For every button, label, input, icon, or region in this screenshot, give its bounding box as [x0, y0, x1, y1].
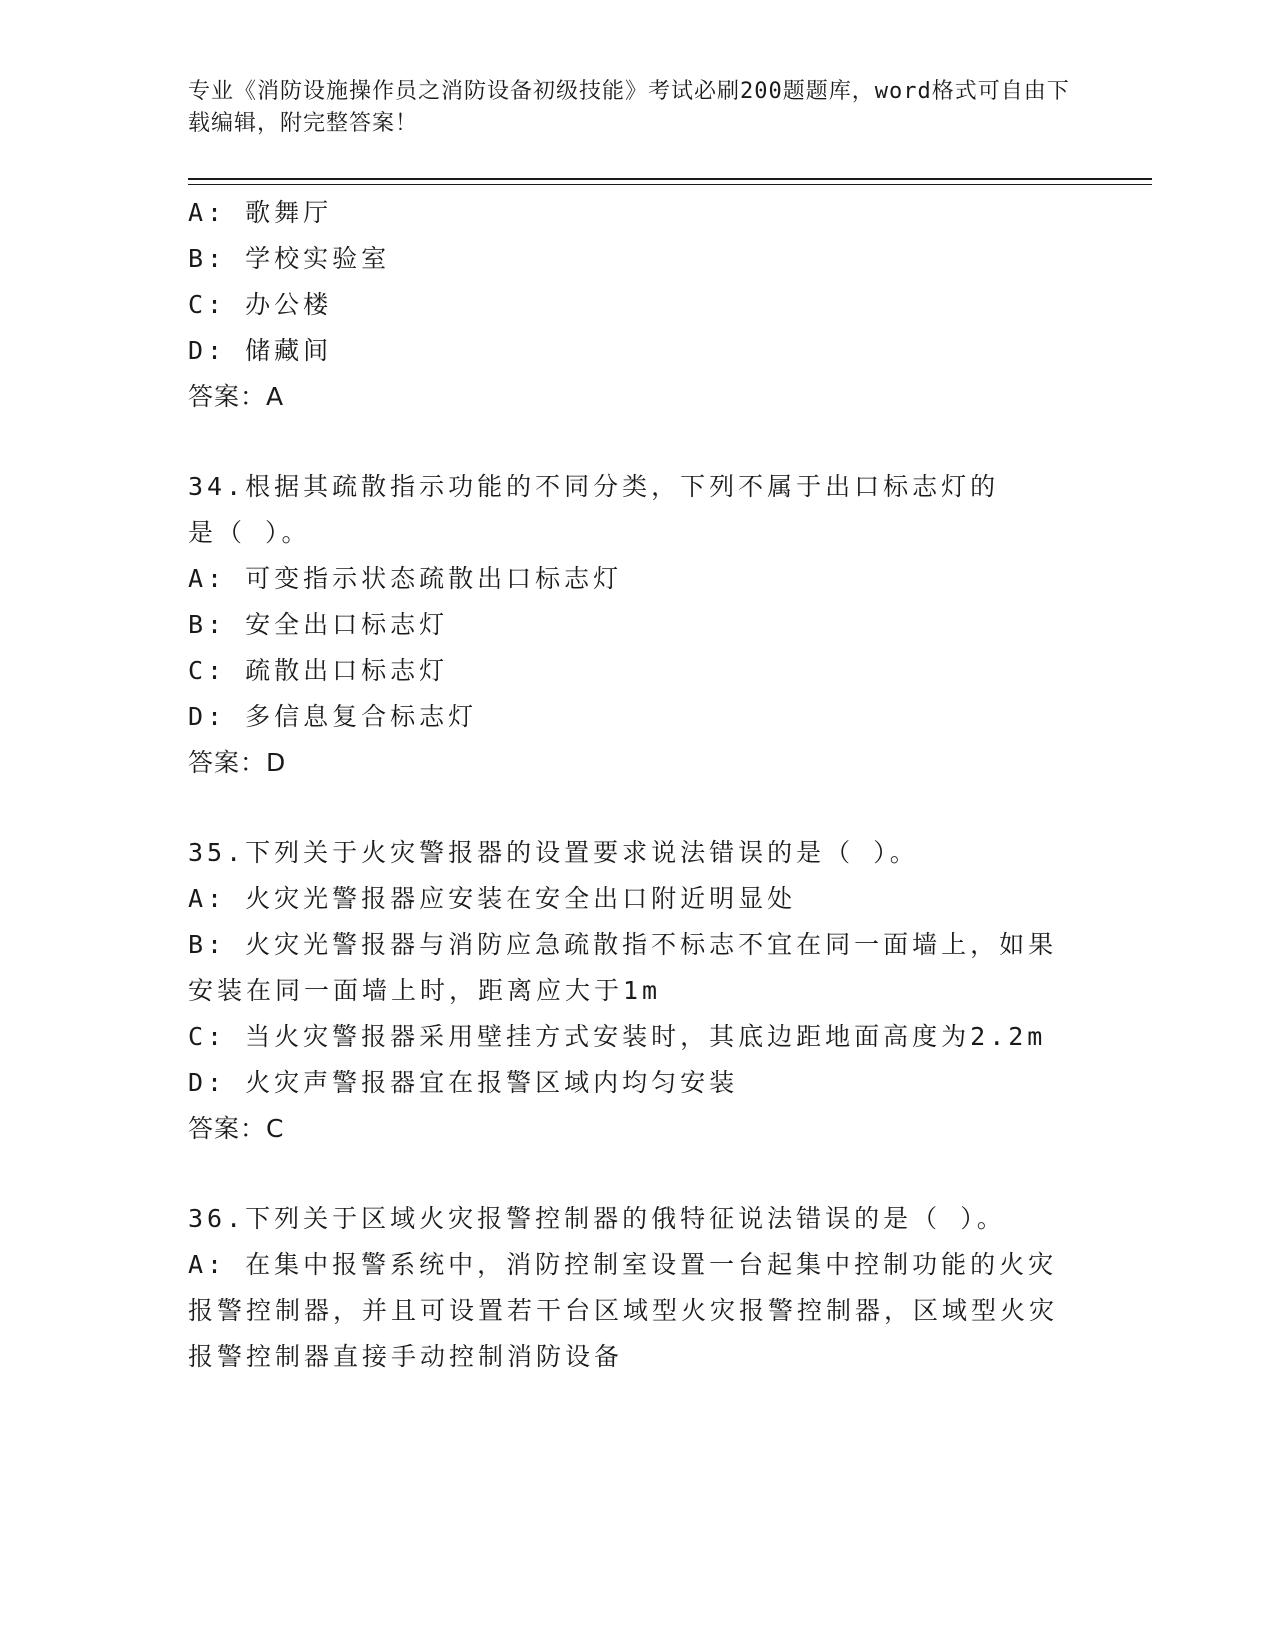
option-b: B: 安全出口标志灯 [188, 610, 449, 639]
header-divider [188, 178, 1152, 180]
option-c: C: 当火灾警报器采用壁挂方式安装时，其底边距地面高度为2.2m [188, 1022, 1047, 1051]
header-divider-thin [188, 184, 1152, 185]
question-33 [188, 190, 1088, 420]
option-c: C: 疏散出口标志灯 [188, 656, 449, 685]
question-text: 34.根据其疏散指示功能的不同分类，下列不属于出口标志灯的是（ ）。 [188, 472, 1000, 547]
answer: 答案：D [188, 748, 287, 777]
question-35 [188, 830, 1088, 1152]
question-36 [188, 1196, 1088, 1380]
option-a: A: 可变指示状态疏散出口标志灯 [188, 564, 623, 593]
answer: 答案：A [188, 382, 285, 411]
option-a: A: 火灾光警报器应安装在安全出口附近明显处 [188, 884, 797, 913]
option-b: B: 学校实验室 [188, 244, 391, 273]
document-header: 专业《消防设施操作员之消防设备初级技能》考试必刷200题题库，word格式可自由下载编辑，附完整答案！ [188, 79, 1070, 136]
option-c: C: 办公楼 [188, 290, 333, 319]
spacer [188, 1152, 1088, 1196]
spacer [188, 786, 1088, 830]
spacer [188, 420, 1088, 464]
answer: 答案：C [188, 1114, 285, 1143]
question-34 [188, 464, 1088, 786]
question-text: 35.下列关于火灾警报器的设置要求说法错误的是（ ）。 [188, 838, 919, 867]
question-text: 36.下列关于区域火灾报警控制器的俄特征说法错误的是（ ）。 [188, 1204, 1006, 1233]
option-d: D: 火灾声警报器宜在报警区域内均匀安装 [188, 1068, 739, 1097]
option-d: D: 多信息复合标志灯 [188, 702, 478, 731]
option-d: D: 储藏间 [188, 336, 333, 365]
option-a: A: 在集中报警系统中，消防控制室设置一台起集中控制功能的火灾报警控制器，并且可设置若干台区域型火灾报警控制器，区域型火灾报警控制器直接手动控制消防设备 [188, 1250, 1059, 1371]
question-list [188, 190, 1088, 1380]
option-b: B: 火灾光警报器与消防应急疏散指不标志不宜在同一面墙上，如果安装在同一面墙上时，距离应大于1m [188, 930, 1058, 1005]
option-a: A: 歌舞厅 [188, 198, 333, 227]
